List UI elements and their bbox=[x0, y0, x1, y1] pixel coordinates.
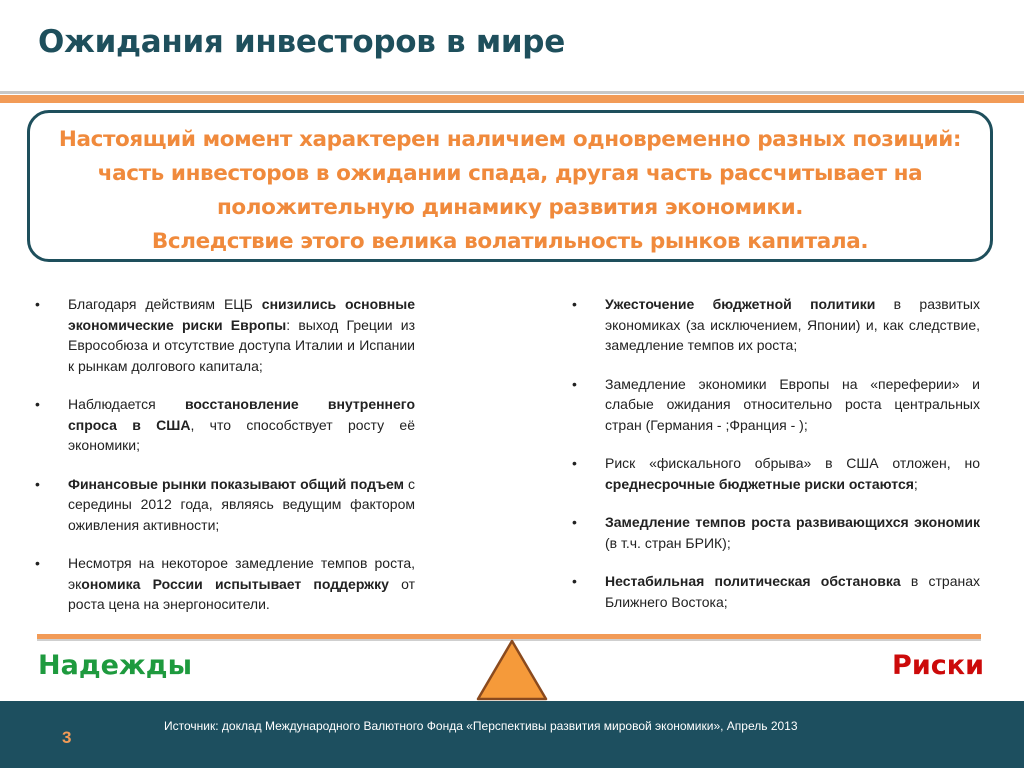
bullet-icon: • bbox=[35, 296, 40, 312]
callout-line: часть инвесторов в ожидании спада, другая часть рассчитывает на bbox=[97, 161, 923, 186]
bullet-icon: • bbox=[35, 396, 40, 412]
list-item: • Несмотря на некоторое замедление темпов роста, экономика России испытывает поддержку от роста цена на энергоносители. bbox=[35, 555, 415, 612]
footer-bar bbox=[0, 701, 1024, 768]
bullet-icon: • bbox=[572, 573, 577, 589]
list-item: • Риск «фискального обрыва» в США отложен, но среднесрочные бюджетные риски остаются; bbox=[572, 455, 980, 492]
fulcrum-triangle-icon bbox=[476, 639, 548, 701]
risks-label: Риски bbox=[892, 650, 984, 681]
title-divider-shadow bbox=[0, 91, 1024, 94]
list-item: • Замедление темпов роста развивающихся экономик (в т.ч. стран БРИК); bbox=[572, 514, 980, 551]
list-item: • Благодаря действиям ЕЦБ снизились основные экономические риски Европы: выход Греции из Еврособюза и отсутствие доступа Италии и Испании к рынкам долгового капитала; bbox=[35, 296, 415, 374]
list-item: • Нестабильная политическая обстановка в странах Ближнего Востока; bbox=[572, 573, 980, 610]
bullet-icon: • bbox=[572, 514, 577, 530]
page-title: Ожидания инвесторов в мире bbox=[38, 24, 565, 60]
bullet-icon: • bbox=[572, 455, 577, 471]
title-divider bbox=[0, 95, 1024, 103]
callout-line: положительную динамику развития экономики. bbox=[216, 195, 804, 220]
bullet-icon: • bbox=[35, 555, 40, 571]
callout-line: Вследствие этого велика волатильность рынков капитала. bbox=[151, 229, 869, 254]
hopes-list bbox=[35, 294, 415, 633]
bullet-icon: • bbox=[35, 475, 40, 492]
page-number: 3 bbox=[62, 728, 72, 747]
callout-box bbox=[27, 110, 993, 262]
list-item: • Ужесточение бюджетной политики в развитых экономиках (за исключением, Японии) и, как следствие, замедление темпов их роста; bbox=[572, 296, 980, 353]
list-item: • Наблюдается восстановление внутреннего спроса в США, что способствует росту её экономики; bbox=[35, 396, 415, 453]
hopes-label: Надежды bbox=[38, 650, 193, 681]
bullet-icon: • bbox=[572, 375, 577, 392]
risks-list bbox=[572, 294, 980, 630]
list-item: • Замедление экономики Европы на «переферии» и слабые ожидания относительно роста центральных стран (Германия - ;Франция - ); bbox=[572, 375, 980, 433]
source-note: Источник: доклад Международного Валютного Фонда «Перспективы развития мировой экономики», Апрель 2013 bbox=[164, 719, 798, 733]
bullet-icon: • bbox=[572, 296, 577, 312]
callout-line: Настоящий момент характерен наличием одновременно разных позиций: bbox=[58, 127, 962, 152]
list-item: • Финансовые рынки показывают общий подъем с середины 2012 года, являясь ведущим фактором оживления активности; bbox=[35, 475, 415, 533]
